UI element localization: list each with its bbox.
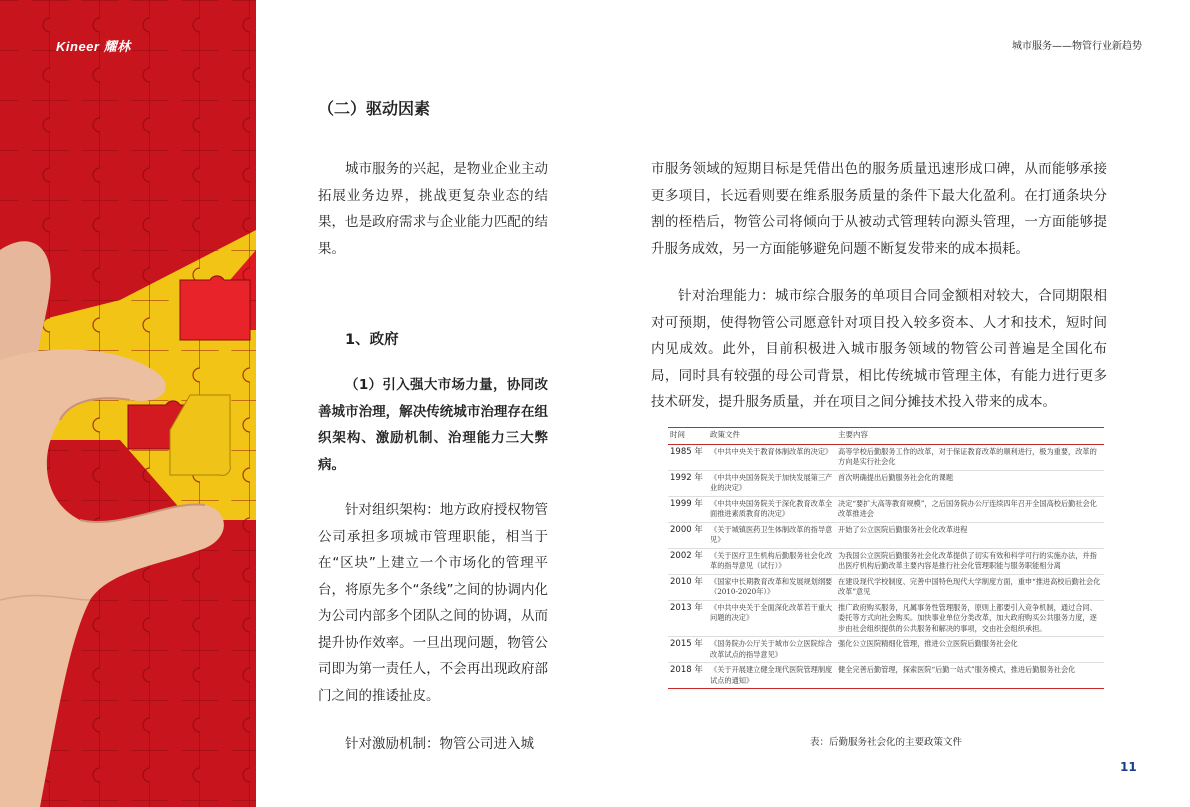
- cell-content: 健全完善后勤管理，探索医院“后勤一站式”服务模式，推进后勤服务社会化: [836, 663, 1104, 689]
- cell-content: 高等学校后勤服务工作的改革，对于保证教育改革的顺利进行，极为重要，改革的方向是实行社会化: [836, 444, 1104, 470]
- cell-document: 《中共中央关于全面深化改革若干重大问题的决定》: [708, 600, 836, 637]
- table-header-row: [668, 428, 1104, 445]
- cell-document: 《国家中长期教育改革和发展规划纲要（2010-2020年）》: [708, 574, 836, 600]
- table-row: [668, 574, 1104, 600]
- header-year: 时间: [668, 428, 708, 445]
- cell-content: 在建设现代学校制度、完善中国特色现代大学制度方面，重申“推进高校后勤社会化改革”意见: [836, 574, 1104, 600]
- cover-illustration: [0, 0, 256, 807]
- section-title: （二）驱动因素: [318, 99, 431, 118]
- subheading-government: 1、政府: [345, 332, 399, 348]
- cell-year: 2018 年: [668, 663, 708, 689]
- cell-content: 为我国公立医院后勤服务社会化改革提供了切实有效和科学可行的实施办法，并指出医疗机构后勤改革主要内容是推行社会化管理职能与服务职能相分离: [836, 548, 1104, 574]
- table-row: [668, 548, 1104, 574]
- table-row: [668, 522, 1104, 548]
- cell-year: 2002 年: [668, 548, 708, 574]
- brand-logo: Kineer 耀林: [56, 39, 131, 54]
- cell-content: 开始了公立医院后勤服务社会化改革进程: [836, 522, 1104, 548]
- cell-content: 决定“要扩大高等教育规模”，之后国务院办公厅连续四年召开全国高校后勤社会化改革推进会: [836, 496, 1104, 522]
- policy-table-figure: [668, 427, 1104, 748]
- page-number: 11: [1120, 760, 1137, 774]
- cell-year: 2013 年: [668, 600, 708, 637]
- table-row: [668, 470, 1104, 496]
- table-row: [668, 663, 1104, 689]
- policy-table: [668, 427, 1104, 689]
- capability-paragraph: 针对治理能力：城市综合服务的单项目合同金额相对较大，合同期限相对可预期，使得物管公司愿意针对项目投入较多资本、人才和技术，短时间内见成效。此外，目前积极进入城市服务领域的物管公司普遍是全国化布局，同时具有较强的母公司背景，相比传统城市管理主体，有能力进行更多技术研发，提升服务质量，并在项目之间分摊技术投入带来的成本。: [651, 288, 1107, 410]
- bold-point-paragraph: （1）引入强大市场力量，协同改善城市治理，解决传统城市治理存在组织架构、激励机制、治理能力三大弊病。: [318, 377, 548, 473]
- cell-content: 推广政府购买服务，凡属事务性管理服务，原则上都要引入竞争机制，通过合同、委托等方式向社会购买。加快事业单位分类改革，加大政府购买公共服务力度，逐步由社会组织提供的公共服务和解决的事项，交由社会组织承担。: [836, 600, 1104, 637]
- cell-document: 《关于开展建立健全现代医院管理制度试点的通知》: [708, 663, 836, 689]
- cell-year: 1985 年: [668, 444, 708, 470]
- table-row: [668, 444, 1104, 470]
- cell-document: 《关于医疗卫生机构后勤服务社会化改革的指导意见（试行）》: [708, 548, 836, 574]
- table-caption: 表：后勤服务社会化的主要政策文件: [809, 737, 962, 748]
- cell-year: 1992 年: [668, 470, 708, 496]
- cell-document: 《中共中央国务院关于深化教育改革全面推进素质教育的决定》: [708, 496, 836, 522]
- table-row: [668, 496, 1104, 522]
- cell-content: 强化公立医院精细化管理，推进公立医院后勤服务社会化: [836, 637, 1104, 663]
- running-header: 城市服务——物管行业新趋势: [1012, 41, 1142, 52]
- cell-document: 《中共中央关于教育体制改革的决定》: [708, 444, 836, 470]
- intro-paragraph: 城市服务的兴起，是物业企业主动拓展业务边界，挑战更复杂业态的结果，也是政府需求与企业能力匹配的结果。: [318, 161, 548, 257]
- cell-document: 《国务院办公厅关于城市公立医院综合改革试点的指导意见》: [708, 637, 836, 663]
- incentive-paragraph: 针对激励机制：物管公司进入城: [345, 736, 534, 752]
- cell-year: 2015 年: [668, 637, 708, 663]
- cell-year: 1999 年: [668, 496, 708, 522]
- continued-paragraph: 市服务领域的短期目标是凭借出色的服务质量迅速形成口碑，从而能够承接更多项目，长远看则要在维系服务质量的条件下最大化盈利。在打通条块分割的桎梏后，物管公司将倾向于从被动式管理转向源头管理，一方面能够提升服务成效，另一方面能够避免问题不断复发带来的成本损耗。: [651, 161, 1107, 257]
- org-structure-paragraph: 针对组织架构：地方政府授权物管公司承担多项城市管理职能，相当于在“区块”上建立一个市场化的管理平台，将原先多个“条线”之间的协调内化为公司内部多个团队之间的协调，从而提升协作效率。一旦出现问题，物管公司即为第一责任人，不会再出现政府部门之间的推诿扯皮。: [318, 502, 548, 704]
- header-document: 政策文件: [708, 428, 836, 445]
- cell-year: 2000 年: [668, 522, 708, 548]
- table-row: [668, 637, 1104, 663]
- cell-document: 《关于城镇医药卫生体制改革的指导意见》: [708, 522, 836, 548]
- header-content: 主要内容: [836, 428, 1104, 445]
- cell-year: 2010 年: [668, 574, 708, 600]
- cell-document: 《中共中央国务院关于加快发展第三产业的决定》: [708, 470, 836, 496]
- table-row: [668, 600, 1104, 637]
- puzzle-hand-illustration: [0, 0, 256, 807]
- cell-content: 首次明确提出后勤服务社会化的课题: [836, 470, 1104, 496]
